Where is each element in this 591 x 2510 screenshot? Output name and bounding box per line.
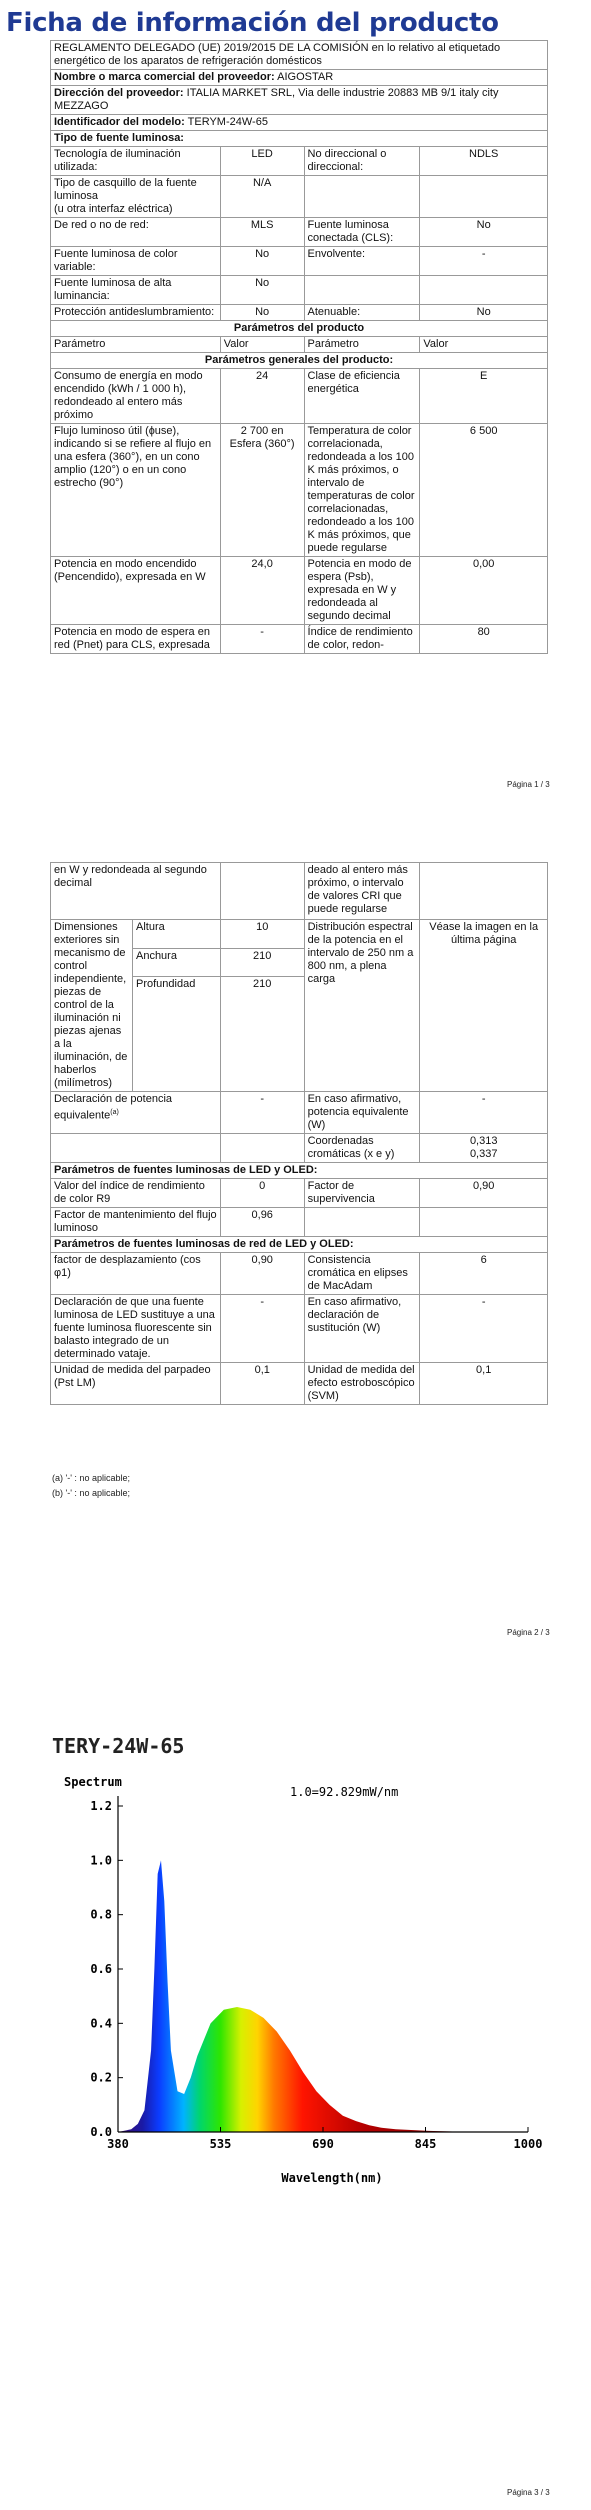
- general-param-value-2: 0,00: [420, 557, 548, 625]
- light-source-param-value: LED: [220, 147, 304, 176]
- page-title: Ficha de información del producto: [6, 8, 499, 38]
- general-param-label-2: Índice de rendimiento de color, redon-: [304, 625, 420, 654]
- x-tick-label: 690: [312, 2137, 334, 2151]
- led-row: [51, 1208, 548, 1237]
- light-source-param-label: Fuente luminosa de alta luminancia:: [51, 276, 221, 305]
- light-source-param-label: Fuente luminosa de color variable:: [51, 247, 221, 276]
- equivalent-power-yes-value: -: [420, 1092, 548, 1134]
- empty-cell: [220, 1134, 304, 1163]
- mains-led-param-label-2: En caso afirmativo, declaración de sustitución (W): [304, 1295, 420, 1363]
- general-param-label: Consumo de energía en modo encendido (kWh / 1 000 h), redondeado al entero más próximo: [51, 369, 221, 424]
- supplier-address-label: Dirección del proveedor:: [54, 87, 184, 99]
- dim-value-width: 210: [220, 948, 304, 977]
- supplier-address-value: ITALIA MARKET SRL, Via delle industrie 20883 MB 9/1 italy city MEZZAGO: [54, 87, 499, 112]
- x-tick-label: 535: [209, 2137, 232, 2151]
- peak-label: 1.0=92.829mW/nm: [290, 1785, 399, 1799]
- light-source-param-label-2: Atenuable:: [304, 305, 420, 321]
- dim-name-width: Anchura: [132, 948, 220, 977]
- spectral-distribution-label: Distribución espectral de la potencia en el intervalo de 250 nm a 800 nm, a plena carga: [304, 920, 420, 1092]
- spectrum-model-title: TERY-24W-65: [52, 1734, 185, 1758]
- mains-led-param-value: 0,90: [220, 1253, 304, 1295]
- light-source-row: [51, 276, 548, 305]
- general-param-value: 24: [220, 369, 304, 424]
- led-param-label: Valor del índice de rendimiento de color R9: [51, 1179, 221, 1208]
- dimensions-label: Dimensiones exteriores sin mecanismo de control independiente, piezas de control de la iluminación ni piezas ajenas a la iluminación, de haberlos (milímetros): [51, 920, 133, 1092]
- product-params-heading: Parámetros del producto: [51, 321, 548, 337]
- page-number: Página 2 / 3: [507, 1628, 550, 1637]
- light-source-row: [51, 176, 548, 218]
- footnote-a: (a) '-' : no aplicable;: [52, 1473, 130, 1483]
- col-header-param-2: Parámetro: [304, 337, 420, 353]
- light-source-row: [51, 305, 548, 321]
- dim-value-depth: 210: [220, 977, 304, 1092]
- mains-led-row: [51, 1363, 548, 1405]
- light-source-param-label-2: No direccional o direccional:: [304, 147, 420, 176]
- mains-led-param-value-2: 0,1: [420, 1363, 548, 1405]
- equivalent-power-value: -: [220, 1092, 304, 1134]
- led-param-label: Factor de mantenimiento del flujo luminoso: [51, 1208, 221, 1237]
- supplier-name-label: Nombre o marca comercial del proveedor:: [54, 71, 275, 83]
- x-tick-label: 845: [414, 2137, 437, 2151]
- led-param-value-2: [420, 1208, 548, 1237]
- led-param-value: 0: [220, 1179, 304, 1208]
- led-param-label-2: [304, 1208, 420, 1237]
- light-source-param-value: No: [220, 247, 304, 276]
- mains-led-param-label-2: Consistencia cromática en elipses de MacAdam: [304, 1253, 420, 1295]
- led-param-label-2: Factor de supervivencia: [304, 1179, 420, 1208]
- light-source-param-label: Protección antideslumbramiento:: [51, 305, 221, 321]
- x-axis-title: Wavelength(nm): [281, 2171, 383, 2185]
- general-param-label-2: Temperatura de color correlacionada, redondeada a los 100 K más próximos, o intervalo de temperaturas de color correlacionadas, redondeado a los 100 K más próximos, que puede regularse: [304, 424, 420, 557]
- led-params-heading: Parámetros de fuentes luminosas de LED y OLED:: [51, 1163, 548, 1179]
- supplier-name-value: AIGOSTAR: [277, 71, 334, 83]
- y-tick-label: 0.4: [90, 2016, 112, 2031]
- light-source-param-label: Tipo de casquillo de la fuente luminosa (u otra interfaz eléctrica): [51, 176, 221, 218]
- supplier-address-row: [51, 86, 548, 115]
- product-info-table-page2: [50, 862, 548, 1405]
- mains-led-param-value-2: -: [420, 1295, 548, 1363]
- equivalent-power-text: Declaración de potencia equivalente: [54, 1093, 173, 1122]
- general-params-heading: Parámetros generales del producto:: [51, 353, 548, 369]
- spectral-distribution-value: Véase la imagen en la última página: [420, 920, 548, 1092]
- empty-cell: [51, 1134, 221, 1163]
- y-tick-label: 0.6: [90, 1962, 112, 1976]
- dim-value-height: 10: [220, 920, 304, 949]
- y-tick-label: 1.2: [90, 1799, 112, 1813]
- general-row: [51, 557, 548, 625]
- light-source-param-label-2: Envolvente:: [304, 247, 420, 276]
- light-source-param-value-2: No: [420, 305, 548, 321]
- equivalent-power-yes-label: En caso afirmativo, potencia equivalente (W): [304, 1092, 420, 1134]
- spectrum-chart: [60, 1770, 544, 2204]
- light-source-param-value-2: [420, 276, 548, 305]
- mains-led-param-label: Declaración de que una fuente luminosa de LED sustituye a una fuente luminosa fluorescente sin balasto integrado de un determinado vataje.: [51, 1295, 221, 1363]
- general-param-label: Flujo luminoso útil (ɸuse), indicando si se refiere al flujo en una esfera (360°), en un cono amplio (120°) o en un cono estrecho (90°): [51, 424, 221, 557]
- light-source-param-value-2: -: [420, 247, 548, 276]
- general-row: [51, 625, 548, 654]
- light-source-heading: Tipo de fuente luminosa:: [51, 131, 548, 147]
- chromaticity-label: Coordenadas cromáticas (x e y): [304, 1134, 420, 1163]
- mains-led-row: [51, 1295, 548, 1363]
- light-source-param-label-2: Fuente luminosa conectada (CLS):: [304, 218, 420, 247]
- continued-left-cell: en W y redondeada al segundo decimal: [51, 863, 221, 920]
- general-param-value: 2 700 en Esfera (360°): [220, 424, 304, 557]
- x-tick-label: 1000: [513, 2137, 543, 2151]
- light-source-row: [51, 247, 548, 276]
- chromaticity-value: 0,313 0,337: [420, 1134, 548, 1163]
- mains-led-row: [51, 1253, 548, 1295]
- x-tick-label: 380: [107, 2137, 129, 2151]
- light-source-param-label-2: [304, 176, 420, 218]
- general-param-value: 24,0: [220, 557, 304, 625]
- mains-led-param-label-2: Unidad de medida del efecto estroboscópico (SVM): [304, 1363, 420, 1405]
- light-source-row: [51, 147, 548, 176]
- mains-led-param-value: -: [220, 1295, 304, 1363]
- y-tick-label: 0.0: [90, 2125, 112, 2139]
- product-info-table-page1: [50, 40, 548, 654]
- light-source-param-value: MLS: [220, 218, 304, 247]
- mains-led-param-label: Unidad de medida del parpadeo (Pst LM): [51, 1363, 221, 1405]
- light-source-param-value: No: [220, 276, 304, 305]
- chart-background: [60, 1770, 544, 2204]
- general-row: [51, 424, 548, 557]
- general-param-label: Potencia en modo de espera en red (Pnet) para CLS, expresada: [51, 625, 221, 654]
- light-source-param-label: De red o no de red:: [51, 218, 221, 247]
- mains-led-param-value-2: 6: [420, 1253, 548, 1295]
- general-row: [51, 369, 548, 424]
- col-header-value-2: Valor: [420, 337, 548, 353]
- light-source-param-label-2: [304, 276, 420, 305]
- general-param-label-2: Potencia en modo de espera (Psb), expresada en W y redondeada al segundo decimal: [304, 557, 420, 625]
- light-source-param-value-2: NDLS: [420, 147, 548, 176]
- y-tick-label: 0.8: [90, 1907, 112, 1922]
- general-param-value: -: [220, 625, 304, 654]
- led-param-value: 0,96: [220, 1208, 304, 1237]
- light-source-param-value-2: [420, 176, 548, 218]
- general-param-value-2: 6 500: [420, 424, 548, 557]
- dim-name-depth: Profundidad: [132, 977, 220, 1092]
- light-source-param-value: N/A: [220, 176, 304, 218]
- continued-right-value: [420, 863, 548, 920]
- col-header-param: Parámetro: [51, 337, 221, 353]
- model-label: Identificador del modelo:: [54, 116, 185, 128]
- mains-led-param-value: 0,1: [220, 1363, 304, 1405]
- y-tick-label: 1.0: [90, 1853, 112, 1868]
- continued-right-cell: deado al entero más próximo, o intervalo de valores CRI que puede regularse: [304, 863, 420, 920]
- model-row: [51, 115, 548, 131]
- page-number: Página 1 / 3: [507, 780, 550, 789]
- light-source-row: [51, 218, 548, 247]
- supplier-name-row: [51, 70, 548, 86]
- page-number: Página 3 / 3: [507, 2488, 550, 2497]
- general-param-value-2: 80: [420, 625, 548, 654]
- continued-value-cell: [220, 863, 304, 920]
- regulation-text: REGLAMENTO DELEGADO (UE) 2019/2015 DE LA COMISIÓN en lo relativo al etiquetado energético de los aparatos de refrigeración domésticos: [51, 41, 548, 70]
- equivalent-power-label: Declaración de potencia equivalente$^{(a)}$: [51, 1092, 221, 1134]
- model-value: TERYM-24W-65: [187, 116, 268, 128]
- dim-name-height: Altura: [132, 920, 220, 949]
- footnote-b: (b) '-' : no aplicable;: [52, 1488, 130, 1498]
- general-param-label-2: Clase de eficiencia energética: [304, 369, 420, 424]
- mains-led-param-label: factor de desplazamiento (cos φ1): [51, 1253, 221, 1295]
- mains-led-params-heading: Parámetros de fuentes luminosas de red de LED y OLED:: [51, 1237, 548, 1253]
- light-source-param-label: Tecnología de iluminación utilizada:: [51, 147, 221, 176]
- led-row: [51, 1179, 548, 1208]
- y-tick-label: 0.2: [90, 2070, 112, 2085]
- general-param-label: Potencia en modo encendido (Pencendido), expresada en W: [51, 557, 221, 625]
- col-header-value: Valor: [220, 337, 304, 353]
- led-param-value-2: 0,90: [420, 1179, 548, 1208]
- light-source-param-value-2: No: [420, 218, 548, 247]
- light-source-param-value: No: [220, 305, 304, 321]
- general-param-value-2: E: [420, 369, 548, 424]
- y-axis-title: Spectrum: [64, 1775, 122, 1789]
